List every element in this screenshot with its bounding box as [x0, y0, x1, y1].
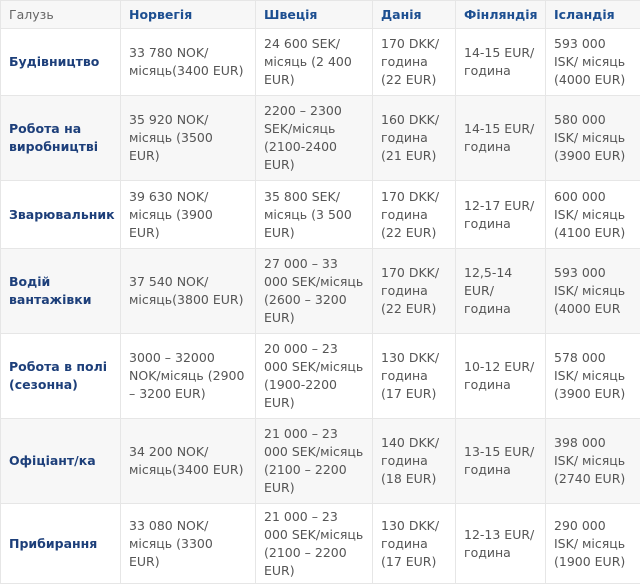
salary-cell-iceland: 578 000 ISK/ місяць (3900 EUR)	[546, 334, 640, 419]
column-header-norway: Норвегія	[121, 1, 256, 29]
salary-cell-finland: 14-15 EUR/ година	[456, 96, 546, 181]
industry-cell: Офіціант/ка	[1, 419, 121, 504]
salary-cell-norway: 34 200 NOK/ місяць(3400 EUR)	[121, 419, 256, 504]
column-header-iceland: Ісландія	[546, 1, 640, 29]
salary-cell-norway: 3000 – 32000 NOK/місяць (2900 – 3200 EUR)	[121, 334, 256, 419]
industry-cell: Прибирання	[1, 504, 121, 584]
table-row	[1, 29, 640, 96]
industry-cell: Будівництво	[1, 29, 121, 96]
salary-cell-sweden: 35 800 SEK/ місяць (3 500 EUR)	[256, 181, 373, 249]
table-row	[1, 334, 640, 419]
salary-cell-iceland: 580 000 ISK/ місяць (3900 EUR)	[546, 96, 640, 181]
salary-cell-denmark: 160 DKK/ година (21 EUR)	[373, 96, 456, 181]
salary-cell-denmark: 140 DKK/ година (18 EUR)	[373, 419, 456, 504]
salary-cell-finland: 12-13 EUR/ година	[456, 504, 546, 584]
salary-cell-sweden: 21 000 – 23 000 SEK/місяць (2100 – 2200 EUR)	[256, 504, 373, 584]
column-header-finland: Фінляндія	[456, 1, 546, 29]
salary-cell-iceland: 290 000 ISK/ місяць (1900 EUR)	[546, 504, 640, 584]
salary-cell-norway: 35 920 NOK/місяць (3500 EUR)	[121, 96, 256, 181]
salary-cell-finland: 14-15 EUR/ година	[456, 29, 546, 96]
salary-cell-finland: 13-15 EUR/ година	[456, 419, 546, 504]
column-header-denmark: Данія	[373, 1, 456, 29]
salary-cell-denmark: 130 DKK/ година (17 EUR)	[373, 334, 456, 419]
salary-cell-denmark: 170 DKK/ година (22 EUR)	[373, 249, 456, 334]
column-header-sweden: Швеція	[256, 1, 373, 29]
salary-cell-norway: 39 630 NOK/місяць (3900 EUR)	[121, 181, 256, 249]
table-row	[1, 419, 640, 504]
salary-cell-denmark: 170 DKK/ година (22 EUR)	[373, 29, 456, 96]
salary-cell-finland: 10-12 EUR/ година	[456, 334, 546, 419]
salary-cell-denmark: 170 DKK/ година (22 EUR)	[373, 181, 456, 249]
industry-cell: Зварювальник	[1, 181, 121, 249]
salary-cell-finland: 12-17 EUR/ година	[456, 181, 546, 249]
salary-cell-finland: 12,5-14 EUR/година	[456, 249, 546, 334]
industry-cell: Водій вантажівки	[1, 249, 121, 334]
salary-cell-denmark: 130 DKK/ година (17 EUR)	[373, 504, 456, 584]
salary-cell-sweden: 24 600 SEK/ місяць (2 400 EUR)	[256, 29, 373, 96]
table-row	[1, 504, 640, 584]
column-header-industry: Галузь	[1, 1, 121, 29]
salary-cell-iceland: 600 000 ISK/ місяць (4100 EUR)	[546, 181, 640, 249]
salary-cell-iceland: 398 000 ISK/ місяць (2740 EUR)	[546, 419, 640, 504]
table-row	[1, 181, 640, 249]
header-row	[1, 1, 640, 29]
table-row	[1, 96, 640, 181]
salary-cell-sweden: 21 000 – 23 000 SEK/місяць (2100 – 2200 EUR)	[256, 419, 373, 504]
salary-cell-norway: 33 780 NOK/ місяць(3400 EUR)	[121, 29, 256, 96]
salary-cell-sweden: 2200 – 2300 SEK/місяць (2100-2400 EUR)	[256, 96, 373, 181]
salary-cell-sweden: 27 000 – 33 000 SEK/місяць (2600 – 3200 EUR)	[256, 249, 373, 334]
salary-cell-norway: 33 080 NOK/місяць (3300 EUR)	[121, 504, 256, 584]
salary-cell-norway: 37 540 NOK/ місяць(3800 EUR)	[121, 249, 256, 334]
salary-cell-iceland: 593 000 ISK/ місяць (4000 EUR)	[546, 29, 640, 96]
salary-cell-sweden: 20 000 – 23 000 SEK/місяць (1900-2200 EUR)	[256, 334, 373, 419]
industry-cell: Робота в полі (сезонна)	[1, 334, 121, 419]
table-row	[1, 249, 640, 334]
industry-cell: Робота на виробництві	[1, 96, 121, 181]
salary-cell-iceland: 593 000 ISK/ місяць (4000 EUR	[546, 249, 640, 334]
